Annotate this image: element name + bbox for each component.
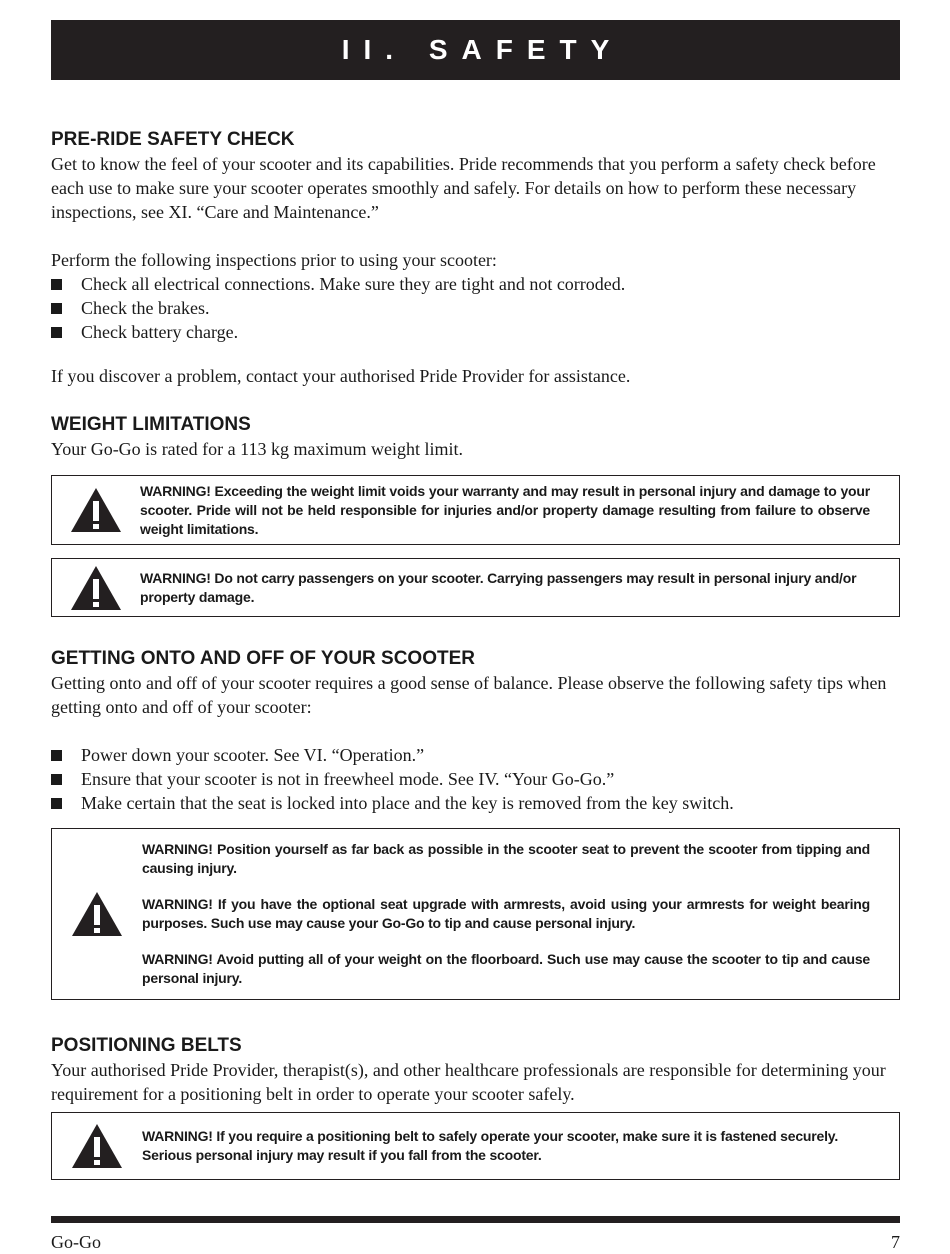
bullet-square-icon — [51, 774, 62, 785]
page-number: 7 — [891, 1232, 900, 1252]
section-title: II. SAFETY — [51, 20, 900, 80]
warning-text: WARNING! Do not carry passengers on your scooter. Carrying passengers may result in personal injury and/or property damage. — [140, 569, 857, 605]
getting-checklist — [51, 743, 900, 815]
warning-box-belts — [51, 1112, 900, 1180]
warning-text: WARNING! Avoid putting all of your weight on the floorboard. Such use may cause the scooter to tip and cause personal injury. — [142, 951, 870, 986]
warning-triangle-icon — [52, 564, 140, 612]
getting-intro: Getting onto and off of your scooter requires a good sense of balance. Please observe the following safety tips when getting onto and off of your scooter: — [51, 673, 887, 717]
warning-text: WARNING! Exceeding the weight limit voids your warranty and may result in personal injury and damage to your scooter. Pride will not be held responsible for injuries and/or property damage resulting from failure to observe weight limitations. — [140, 482, 870, 537]
belts-section — [51, 1034, 900, 1106]
warning-box-weight — [51, 475, 900, 545]
belts-heading: POSITIONING BELTS — [51, 1035, 242, 1056]
warning-triangle-icon — [52, 1122, 142, 1170]
bullet-square-icon — [51, 303, 62, 314]
bullet-square-icon — [51, 327, 62, 338]
page-header — [51, 20, 900, 80]
preride-section — [51, 128, 900, 388]
footer-product-name: Go-Go — [51, 1232, 101, 1252]
weight-text: Your Go-Go is rated for a 113 kg maximum weight limit. — [51, 439, 463, 459]
page-footer — [51, 1232, 900, 1253]
warning-box-passengers — [51, 558, 900, 617]
warning-triangle-icon — [52, 890, 142, 938]
list-item: Check all electrical connections. Make sure they are tight and not corroded. — [51, 272, 900, 296]
weight-heading: WEIGHT LIMITATIONS — [51, 414, 251, 435]
preride-intro: Get to know the feel of your scooter and its capabilities. Pride recommends that you perform a safety check before each use to make sure your scooter operates smoothly and safely. For details on how to perform these necessary inspections, see XI. “Care and Maintenance.” — [51, 154, 876, 222]
footer-rule — [51, 1216, 900, 1223]
list-item: Ensure that your scooter is not in freewheel mode. See IV. “Your Go-Go.” — [51, 767, 900, 791]
preride-heading: PRE-RIDE SAFETY CHECK — [51, 129, 295, 150]
warning-text: WARNING! If you have the optional seat upgrade with armrests, avoid using your armrests for weight bearing purposes. Such use may cause your Go-Go to tip and cause personal injury. — [142, 896, 870, 931]
bullet-square-icon — [51, 798, 62, 809]
belts-text: Your authorised Pride Provider, therapist(s), and other healthcare professionals are responsible for determining your requirement for a positioning belt in order to operate your scooter safely. — [51, 1060, 886, 1104]
getting-section — [51, 647, 900, 815]
warning-text: WARNING! If you require a positioning belt to safely operate your scooter, make sure it is fastened securely. Serious personal injury may result if you fall from the scooter. — [142, 1128, 839, 1163]
list-item: Power down your scooter. See VI. “Operation.” — [51, 743, 900, 767]
warning-triangle-icon — [52, 486, 140, 534]
weight-section — [51, 413, 900, 461]
preride-lead: Perform the following inspections prior to using your scooter: — [51, 250, 497, 270]
warning-text: WARNING! Position yourself as far back as possible in the scooter seat to prevent the scooter from tipping and causing injury. — [142, 841, 870, 876]
getting-heading: GETTING ONTO AND OFF OF YOUR SCOOTER — [51, 648, 475, 669]
warning-box-getting — [51, 828, 900, 1000]
list-item: Check battery charge. — [51, 320, 900, 344]
bullet-square-icon — [51, 750, 62, 761]
list-item: Make certain that the seat is locked into place and the key is removed from the key switch. — [51, 791, 900, 815]
preride-closing: If you discover a problem, contact your authorised Pride Provider for assistance. — [51, 366, 631, 386]
bullet-square-icon — [51, 279, 62, 290]
list-item: Check the brakes. — [51, 296, 900, 320]
preride-checklist — [51, 272, 900, 344]
